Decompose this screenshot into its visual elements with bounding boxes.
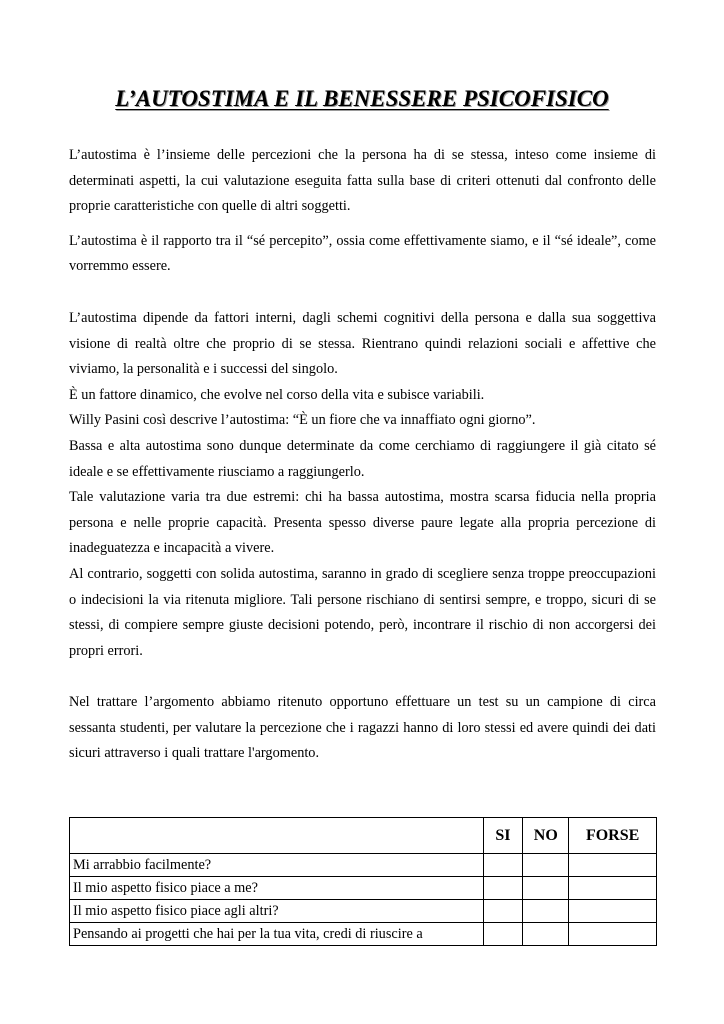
answer-cell-no[interactable] <box>523 877 569 900</box>
header-no: NO <box>523 818 569 854</box>
answer-cell-forse[interactable] <box>569 900 657 923</box>
document-title: L’AUTOSTIMA E IL BENESSERE PSICOFISICO <box>115 86 609 111</box>
paragraph-low-high: Bassa e alta autostima sono dunque determinate da come cerchiamo di raggiungere il già citato sé ideale e se effettivamente riusciamo a raggiungerlo. <box>69 437 656 480</box>
paragraph-dynamic: È un fattore dinamico, che evolve nel corso della vita e subisce variabili. <box>69 386 485 403</box>
paragraph-self-perceived: L’autostima è il rapporto tra il “sé percepito”, ossia come effettivamente siamo, e il “sé ideale”, come vorremmo essere. <box>69 232 656 275</box>
answer-cell-forse[interactable] <box>569 923 657 946</box>
answer-cell-no[interactable] <box>523 900 569 923</box>
answer-cell-forse[interactable] <box>569 877 657 900</box>
answer-cell-no[interactable] <box>523 923 569 946</box>
table-row <box>70 923 657 946</box>
question-cell: Il mio aspetto fisico piace agli altri? <box>70 900 484 923</box>
paragraph-evaluation: Tale valutazione varia tra due estremi: chi ha bassa autostima, mostra scarsa fiducia nella propria persona e nelle proprie capacità. Presenta spesso diverse paure legate alla propria percezione di inadeguatezza e incapacità a vivere. <box>69 489 656 557</box>
answer-cell-si[interactable] <box>483 877 523 900</box>
question-cell: Pensando ai progetti che hai per la tua vita, credi di riuscire a <box>70 923 484 946</box>
document-body <box>69 143 656 767</box>
table-row <box>70 877 657 900</box>
paragraph-factors: L’autostima dipende da fattori interni, dagli schemi cognitivi della persona e dalla sua soggettiva visione di realtà oltre che proprio di se stessa. Rientrano quindi relazioni sociali e affettive che viviamo, la personalità e i successi del singolo. <box>69 309 656 378</box>
survey-header-row <box>70 818 657 854</box>
survey-table <box>69 817 657 946</box>
paragraph-quote: Willy Pasini così descrive l’autostima: “È un fiore che va innaffiato ogni giorno”. <box>69 412 536 429</box>
header-si: SI <box>483 818 523 854</box>
paragraph-test: Nel trattare l’argomento abbiamo ritenuto opportuno effettuare un test su un campione di circa sessanta studenti, per valutare la percezione che i ragazzi hanno di loro stessi ed avere quindi dei dati sicuri attraverso i quali trattare l'argomento. <box>69 694 656 762</box>
table-row <box>70 854 657 877</box>
paragraph-contrary: Al contrario, soggetti con solida autostima, saranno in grado di scegliere senza troppe preoccupazioni o indecisioni la via ritenuta migliore. Tali persone rischiano di sentirsi sempre, e troppo, sicuri di se stessi, di compiere sempre giuste decisioni potendo, però, incontrare il rischio di non accorgersi dei propri errori. <box>69 565 656 659</box>
answer-cell-no[interactable] <box>523 854 569 877</box>
question-cell: Il mio aspetto fisico piace a me? <box>70 877 484 900</box>
answer-cell-si[interactable] <box>483 854 523 877</box>
answer-cell-forse[interactable] <box>569 854 657 877</box>
table-row <box>70 900 657 923</box>
question-cell: Mi arrabbio facilmente? <box>70 854 484 877</box>
header-forse: FORSE <box>569 818 657 854</box>
header-question <box>70 818 484 854</box>
answer-cell-si[interactable] <box>483 923 523 946</box>
paragraph-definition: L’autostima è l’insieme delle percezioni che la persona ha di se stessa, inteso come insieme di determinati aspetti, la cui valutazione eseguita fatta sulla base di criteri ottenuti dal confronto delle proprie caratteristiche con quelle di altri soggetti. <box>69 147 656 215</box>
answer-cell-si[interactable] <box>483 900 523 923</box>
